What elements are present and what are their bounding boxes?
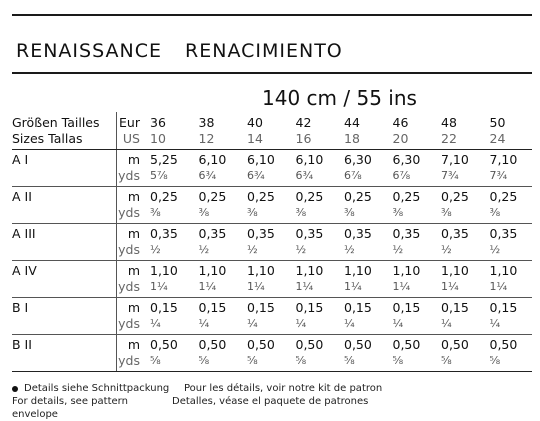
yards-value: 6¾ <box>295 169 314 182</box>
size-col-2 <box>241 112 290 150</box>
value-cell <box>290 335 339 372</box>
yards-value: 5⅞ <box>150 169 168 182</box>
meters-value: 0,15 <box>198 300 227 315</box>
meters-value: 0,25 <box>441 189 469 204</box>
yards-value: ½ <box>392 243 404 256</box>
unit-m: m <box>127 226 140 241</box>
meters-value: 0,50 <box>150 337 178 352</box>
value-cell <box>338 150 387 187</box>
yards-value: 6¾ <box>247 169 265 182</box>
value-cell <box>435 150 484 187</box>
meters-value: 7,10 <box>489 152 518 167</box>
yards-value: ¼ <box>198 317 210 330</box>
yards-value: ½ <box>295 243 307 256</box>
value-cell <box>484 298 533 335</box>
meters-value: 1,10 <box>344 263 372 278</box>
unit-cell <box>116 150 144 187</box>
meters-value: 7,10 <box>441 152 469 167</box>
us-label: US <box>122 131 140 146</box>
unit-yds: yds <box>118 168 140 183</box>
table-row <box>12 335 532 372</box>
yards-value: ⅜ <box>489 206 501 219</box>
yards-value: ⅜ <box>344 206 355 219</box>
value-cell <box>338 261 387 298</box>
view-label: A III <box>12 224 116 261</box>
meters-value: 0,35 <box>441 226 469 241</box>
eur-label: Eur <box>119 115 140 130</box>
size-header-row <box>12 112 532 150</box>
yards-value: ½ <box>150 243 161 256</box>
unit-cell <box>116 261 144 298</box>
value-cell <box>241 298 290 335</box>
yards-value: ⅜ <box>247 206 258 219</box>
value-cell <box>484 335 533 372</box>
yards-value: ⅝ <box>392 354 404 367</box>
value-cell <box>387 224 436 261</box>
yards-value: ⅜ <box>150 206 161 219</box>
note-en: For details, see pattern envelope <box>12 396 128 420</box>
value-cell <box>193 224 242 261</box>
eur-size: 50 <box>489 115 506 130</box>
value-cell <box>290 150 339 187</box>
meters-value: 0,35 <box>295 226 324 241</box>
value-cell <box>484 224 533 261</box>
table-row <box>12 298 532 335</box>
value-cell <box>193 261 242 298</box>
unit-cell <box>116 335 144 372</box>
yards-value: ⅝ <box>295 354 307 367</box>
value-cell <box>484 261 533 298</box>
meters-value: 1,10 <box>295 263 324 278</box>
yards-value: 6⅞ <box>344 169 362 182</box>
meters-value: 6,10 <box>247 152 275 167</box>
yards-value: 6⅞ <box>392 169 411 182</box>
value-cell <box>290 224 339 261</box>
unit-m: m <box>127 300 140 315</box>
eur-size: 46 <box>392 115 409 130</box>
meters-value: 1,10 <box>441 263 469 278</box>
yards-value: 1¼ <box>344 280 362 293</box>
meters-value: 0,15 <box>295 300 324 315</box>
yards-value: ⅜ <box>392 206 404 219</box>
us-size: 10 <box>150 131 166 146</box>
value-cell <box>193 150 242 187</box>
unit-m: m <box>127 337 140 352</box>
page-title <box>16 40 359 62</box>
title-rule <box>12 72 532 74</box>
meters-value: 0,35 <box>247 226 275 241</box>
meters-value: 0,15 <box>344 300 372 315</box>
eur-size: 38 <box>198 115 215 130</box>
unit-yds: yds <box>118 205 140 220</box>
view-label: A II <box>12 187 116 224</box>
note-es: Detalles, véase el paquete de patrones <box>172 396 369 407</box>
meters-value: 0,25 <box>344 189 372 204</box>
yards-value: ⅝ <box>198 354 210 367</box>
value-cell <box>144 150 193 187</box>
yards-value: ¼ <box>392 317 404 330</box>
yards-value: ⅝ <box>247 354 258 367</box>
yards-value: ½ <box>198 243 210 256</box>
meters-value: 1,10 <box>392 263 421 278</box>
value-cell <box>435 335 484 372</box>
meters-value: 0,50 <box>392 337 421 352</box>
title-es: RENACIMIENTO <box>185 40 343 62</box>
value-cell <box>193 335 242 372</box>
size-col-3 <box>290 112 339 150</box>
unit-yds: yds <box>118 279 140 294</box>
yards-value: 1¼ <box>392 280 411 293</box>
yards-value: ½ <box>489 243 501 256</box>
yards-value: ⅝ <box>489 354 501 367</box>
value-cell <box>241 150 290 187</box>
value-cell <box>290 298 339 335</box>
unit-yds: yds <box>118 316 140 331</box>
yards-value: ⅝ <box>344 354 355 367</box>
yards-value: 1¼ <box>150 280 168 293</box>
value-cell <box>484 150 533 187</box>
value-cell <box>193 298 242 335</box>
meters-value: 0,50 <box>344 337 372 352</box>
yards-value: 1¼ <box>441 280 459 293</box>
us-size: 24 <box>489 131 506 146</box>
value-cell <box>241 261 290 298</box>
yards-value: ⅜ <box>295 206 307 219</box>
note-de: Details siehe Schnittpackung <box>24 383 170 394</box>
size-label-cell <box>12 112 116 150</box>
view-label: B II <box>12 335 116 372</box>
unit-yds: yds <box>118 242 140 257</box>
value-cell <box>338 335 387 372</box>
meters-value: 0,35 <box>198 226 227 241</box>
yards-value: 1¼ <box>489 280 508 293</box>
value-cell <box>387 150 436 187</box>
yards-value: 6¾ <box>198 169 217 182</box>
meters-value: 0,25 <box>295 189 324 204</box>
value-cell <box>144 335 193 372</box>
yards-value: ¼ <box>489 317 501 330</box>
meters-value: 6,30 <box>344 152 372 167</box>
meters-value: 0,50 <box>247 337 275 352</box>
size-col-6 <box>435 112 484 150</box>
eur-size: 42 <box>295 115 312 130</box>
yards-value: ¼ <box>150 317 161 330</box>
value-cell <box>435 224 484 261</box>
meters-value: 0,50 <box>295 337 324 352</box>
yards-value: ⅝ <box>150 354 161 367</box>
value-cell <box>387 187 436 224</box>
meters-value: 0,25 <box>198 189 227 204</box>
eur-size: 44 <box>344 115 360 130</box>
title-fr: RENAISSANCE <box>16 40 162 62</box>
value-cell <box>290 261 339 298</box>
value-cell <box>338 187 387 224</box>
yards-value: ¼ <box>441 317 452 330</box>
table-row <box>12 224 532 261</box>
value-cell <box>387 298 436 335</box>
unit-m: m <box>127 263 140 278</box>
yards-value: 7¾ <box>441 169 459 182</box>
meters-value: 0,15 <box>441 300 469 315</box>
meters-value: 0,50 <box>198 337 227 352</box>
meters-value: 1,10 <box>489 263 518 278</box>
note-fr: Pour les détails, voir notre kit de patron <box>184 383 383 394</box>
meters-value: 0,35 <box>489 226 518 241</box>
us-size: 20 <box>392 131 409 146</box>
size-col-7 <box>484 112 533 150</box>
view-label: A I <box>12 150 116 187</box>
meters-value: 0,25 <box>150 189 178 204</box>
meters-value: 0,35 <box>344 226 372 241</box>
value-cell <box>338 224 387 261</box>
value-cell <box>484 187 533 224</box>
eur-size: 40 <box>247 115 263 130</box>
yards-value: ¼ <box>247 317 258 330</box>
view-label: B I <box>12 298 116 335</box>
yardage-table <box>12 112 532 372</box>
value-cell <box>290 187 339 224</box>
size-col-0 <box>144 112 193 150</box>
unit-cell <box>116 187 144 224</box>
yards-value: ⅝ <box>441 354 452 367</box>
yards-value: ⅜ <box>198 206 210 219</box>
meters-value: 0,35 <box>392 226 421 241</box>
yards-value: 1¼ <box>247 280 265 293</box>
meters-value: 0,15 <box>489 300 518 315</box>
unit-m: m <box>127 152 140 167</box>
us-size: 22 <box>441 131 457 146</box>
table-row <box>12 187 532 224</box>
yards-value: ⅜ <box>441 206 452 219</box>
value-cell <box>338 298 387 335</box>
meters-value: 6,30 <box>392 152 421 167</box>
meters-value: 0,50 <box>489 337 518 352</box>
value-cell <box>144 224 193 261</box>
value-cell <box>241 187 290 224</box>
size-col-4 <box>338 112 387 150</box>
us-size: 12 <box>198 131 215 146</box>
bullet-icon <box>12 386 18 392</box>
table-row <box>12 150 532 187</box>
meters-value: 0,35 <box>150 226 178 241</box>
unit-cell <box>116 298 144 335</box>
meters-value: 0,15 <box>392 300 421 315</box>
top-rule <box>12 14 532 16</box>
meters-value: 0,25 <box>392 189 421 204</box>
eur-size: 48 <box>441 115 457 130</box>
size-system-cell <box>116 112 144 150</box>
meters-value: 6,10 <box>295 152 324 167</box>
size-col-1 <box>193 112 242 150</box>
value-cell <box>435 298 484 335</box>
fabric-width: 140 cm / 55 ins <box>262 86 417 110</box>
yards-value: ¼ <box>295 317 307 330</box>
yards-value: 1¼ <box>295 280 314 293</box>
yards-value: ½ <box>247 243 258 256</box>
value-cell <box>435 261 484 298</box>
value-cell <box>144 187 193 224</box>
value-cell <box>241 224 290 261</box>
yards-value: 7¾ <box>489 169 508 182</box>
us-size: 18 <box>344 131 360 146</box>
view-label: A IV <box>12 261 116 298</box>
value-cell <box>193 187 242 224</box>
notes <box>12 382 382 421</box>
meters-value: 0,15 <box>150 300 178 315</box>
meters-value: 0,25 <box>489 189 518 204</box>
meters-value: 1,10 <box>150 263 178 278</box>
us-size: 16 <box>295 131 312 146</box>
yards-value: ½ <box>441 243 452 256</box>
table-row <box>12 261 532 298</box>
meters-value: 1,10 <box>247 263 275 278</box>
unit-cell <box>116 224 144 261</box>
size-label-line1: Größen Tailles <box>12 115 100 130</box>
size-label-line2: Sizes Tallas <box>12 131 83 146</box>
unit-yds: yds <box>118 353 140 368</box>
value-cell <box>144 261 193 298</box>
meters-value: 5,25 <box>150 152 178 167</box>
yards-value: 1¼ <box>198 280 217 293</box>
eur-size: 36 <box>150 115 166 130</box>
value-cell <box>435 187 484 224</box>
yards-value: ½ <box>344 243 355 256</box>
value-cell <box>241 335 290 372</box>
unit-m: m <box>127 189 140 204</box>
value-cell <box>387 335 436 372</box>
meters-value: 0,15 <box>247 300 275 315</box>
yards-value: ¼ <box>344 317 355 330</box>
value-cell <box>144 298 193 335</box>
meters-value: 1,10 <box>198 263 227 278</box>
meters-value: 0,25 <box>247 189 275 204</box>
us-size: 14 <box>247 131 263 146</box>
size-col-5 <box>387 112 436 150</box>
meters-value: 0,50 <box>441 337 469 352</box>
value-cell <box>387 261 436 298</box>
meters-value: 6,10 <box>198 152 227 167</box>
